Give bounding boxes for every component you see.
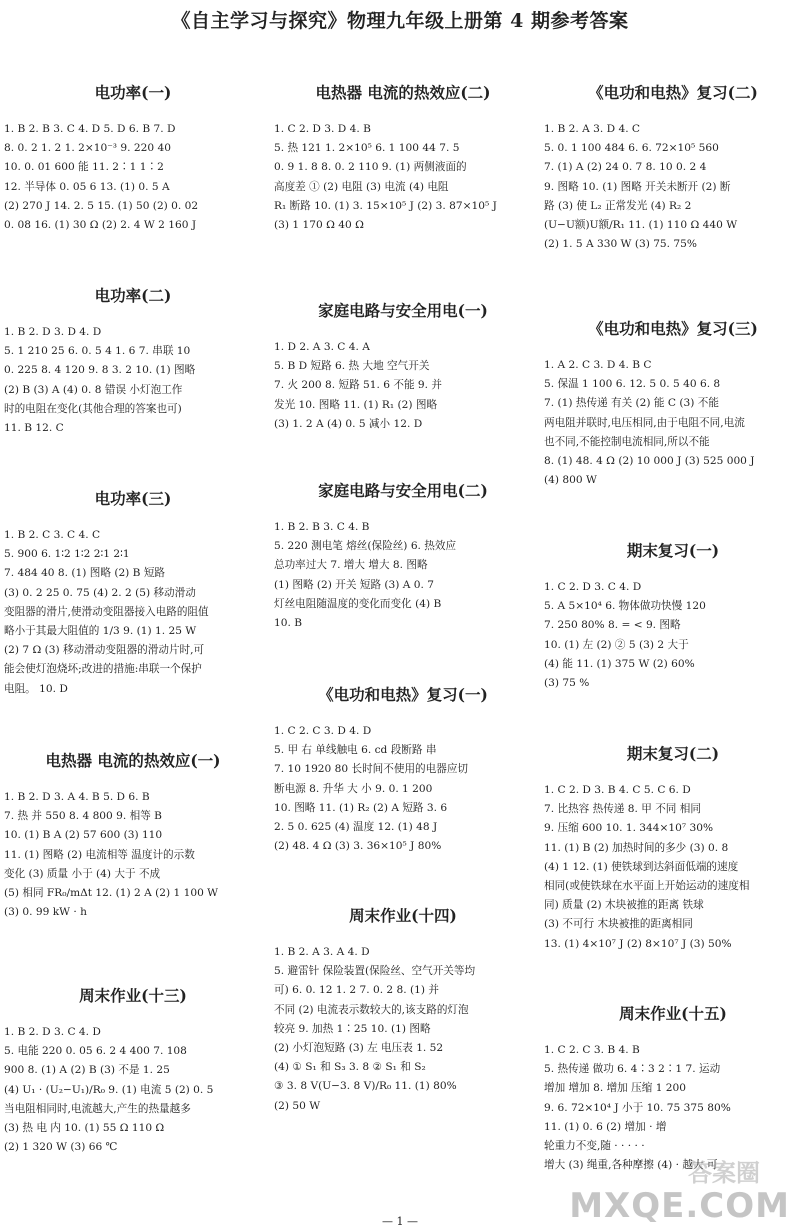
answer-line: 11. (1) 图略 (2) 电流相等 温度计的示数: [4, 848, 195, 861]
section-title: 周末作业(十五): [619, 1004, 727, 1023]
answer-line: (4) 能 11. (1) 375 W (2) 60%: [544, 657, 695, 670]
watermark-cn: 答案圈: [688, 1159, 760, 1187]
answer-line: 1. C 2. D 3. C 4. D: [544, 581, 642, 593]
answer-line: 0. 9 1. 8 8. 0. 2 110 9. (1) 两侧液面的: [274, 161, 467, 174]
answer-line: 变化 (3) 质量 小于 (4) 大于 不成: [4, 867, 161, 880]
answer-line: 略小于其最大阻值的 1/3 9. (1) 1. 25 W: [4, 624, 197, 637]
answer-line: 8. 0. 2 1. 2 1. 2×10⁻³ 9. 220 40: [4, 142, 171, 155]
answer-line: 断电源 8. 升华 大 小 9. 0. 1 200: [274, 782, 433, 795]
answer-line: 11. (1) 0. 6 (2) 增加 · 增: [544, 1120, 667, 1133]
answer-line: 1. B 2. D 3. A 4. B 5. D 6. B: [4, 791, 150, 803]
section-title: 周末作业(十三): [79, 986, 187, 1005]
answer-line: 7. (1) 热传递 有关 (2) 能 C (3) 不能: [544, 397, 719, 410]
answer-line: 7. (1) A (2) 24 0. 7 8. 10 0. 2 4: [544, 161, 707, 174]
answer-line: (3) 0. 99 kW · h: [4, 906, 87, 919]
watermark: MXQE.COM: [569, 1186, 790, 1226]
answer-line: 5. 避雷针 保险装置(保险丝、空气开关等均: [274, 965, 476, 978]
answer-line: 10. (1) B A (2) 57 600 (3) 110: [4, 829, 163, 842]
answer-line: 5. B D 短路 6. 热 大地 空气开关: [274, 360, 430, 373]
answer-section: [274, 905, 532, 1116]
answer-line: 时的电阻在变化(其他合理的答案也可): [4, 402, 182, 415]
answer-line: 1. D 2. A 3. C 4. A: [274, 341, 370, 353]
answer-line: 1. B 2. B 3. C 4. B: [274, 521, 370, 533]
answer-line: 5. 0. 1 100 484 6. 6. 72×10⁵ 560: [544, 142, 719, 155]
answer-line: 9. 图略 10. (1) 图略 开关未断开 (2) 断: [544, 180, 731, 193]
answer-line: 0. 08 16. (1) 30 Ω (2) 2. 4 W 2 160 J: [4, 218, 197, 231]
answer-line: 9. 压缩 600 10. 1. 344×10⁷ 30%: [544, 822, 714, 835]
answer-line: 5. 热 121 1. 2×10⁵ 6. 1 100 44 7. 5: [274, 142, 460, 155]
answer-section: [4, 82, 262, 235]
answer-line: (3) 热 电 内 10. (1) 55 Ω 110 Ω: [4, 1121, 165, 1134]
answer-line: (2) 48. 4 Ω (3) 3. 36×10⁵ J 80%: [274, 840, 442, 853]
answer-section: [544, 540, 800, 693]
section-title: 电热器 电流的热效应(一): [45, 751, 221, 770]
answer-line: (3) 0. 2 25 0. 75 (4) 2. 2 (5) 移动滑动: [4, 586, 196, 599]
answer-line: 增大 (3) 绳重,各种摩擦 (4) · 越大 可: [544, 1159, 718, 1172]
answer-line: (3) 75 %: [544, 676, 590, 689]
answer-line: (3) 1 170 Ω 40 Ω: [274, 218, 364, 231]
answer-line: (2) 7 Ω (3) 移动滑动变阻器的滑动片时,可: [4, 644, 205, 657]
answer-section: [274, 82, 532, 235]
answer-section: [274, 480, 532, 633]
answer-section: [4, 285, 262, 438]
answer-line: 相同(或使铁球在水平面上开始运动的速度相: [544, 879, 750, 892]
section-title: 期末复习(二): [626, 744, 720, 763]
answer-line: 灯丝电阻随温度的变化而变化 (4) B: [274, 597, 442, 610]
answer-section: [4, 985, 262, 1157]
answer-line: 10. (1) 左 (2) ② 5 (3) 2 大于: [544, 638, 689, 651]
answer-line: 1. C 2. D 3. B 4. C 5. C 6. D: [544, 784, 691, 796]
answer-line: 1. B 2. C 3. C 4. C: [4, 529, 101, 541]
answer-line: 12. 半导体 0. 05 6 13. (1) 0. 5 A: [4, 180, 170, 193]
answer-line: 7. 10 1920 80 长时间不使用的电器应切: [274, 763, 469, 776]
answer-line: 7. 比热容 热传递 8. 甲 不同 相同: [544, 803, 701, 816]
section-title: 周末作业(十四): [349, 906, 457, 925]
answer-line: 1. C 2. C 3. B 4. B: [544, 1044, 640, 1056]
answer-line: (5) 相同 FR₀/mΔt 12. (1) 2 A (2) 1 100 W: [4, 886, 219, 899]
answer-line: 10. 图略 11. (1) R₂ (2) A 短路 3. 6: [274, 801, 448, 814]
section-title: 电功率(三): [94, 489, 172, 508]
answer-line: ③ 3. 8 V(U−3. 8 V)/R₀ 11. (1) 80%: [274, 1080, 457, 1093]
answer-section: [274, 684, 532, 856]
answer-line: 发光 10. 图略 11. (1) R₁ (2) 图略: [274, 398, 438, 411]
answer-line: 同) 质量 (2) 木块被推的距离 铁球: [544, 899, 704, 912]
answer-line: 5. 甲 右 单线触电 6. cd 段断路 串: [274, 744, 437, 757]
answer-line: 10. B: [274, 616, 302, 629]
answer-line: 1. B 2. D 3. D 4. D: [4, 326, 102, 338]
answer-line: (2) 1 320 W (3) 66 ℃: [4, 1141, 118, 1154]
answer-section: [544, 82, 800, 254]
answer-line: 电阻。 10. D: [4, 682, 68, 695]
answer-line: 13. (1) 4×10⁷ J (2) 8×10⁷ J (3) 50%: [544, 937, 732, 950]
section-title: 电功率(一): [94, 83, 172, 102]
answer-line: 5. 1 210 25 6. 0. 5 4 1. 6 7. 串联 10: [4, 345, 191, 358]
answer-line: (3) 不可行 木块被推的距离相同: [544, 918, 693, 931]
answer-section: [4, 488, 262, 699]
section-title: 电热器 电流的热效应(二): [315, 83, 491, 102]
answer-line: 7. 热 并 550 8. 4 800 9. 相等 B: [4, 810, 162, 823]
answer-line: 5. 热传递 做功 6. 4∶3 2∶1 7. 运动: [544, 1063, 721, 1076]
answer-line: 1. B 2. D 3. C 4. D: [4, 1026, 101, 1038]
answer-line: (3) 1. 2 A (4) 0. 5 减小 12. D: [274, 417, 423, 430]
answer-line: (2) 小灯泡短路 (3) 左 电压表 1. 52: [274, 1041, 444, 1054]
answer-line: 5. A 5×10⁴ 6. 物体做功快慢 120: [544, 600, 706, 613]
page-number: — 1 —: [382, 1215, 418, 1228]
answer-line: (1) 图略 (2) 开关 短路 (3) A 0. 7: [274, 578, 435, 591]
answer-section: [274, 300, 532, 434]
answer-section: [544, 1003, 800, 1175]
answer-line: (2) B (3) A (4) 0. 8 错误 小灯泡工作: [4, 383, 183, 396]
answer-line: (4) 1 12. (1) 使铁球到达斜面低端的速度: [544, 860, 739, 873]
answer-line: 8. (1) 48. 4 Ω (2) 10 000 J (3) 525 000 J: [544, 454, 755, 467]
section-title: 家庭电路与安全用电(二): [318, 481, 488, 500]
answer-line: 轮重力不变,随 · · · · ·: [544, 1139, 645, 1152]
answer-line: (2) 1. 5 A 330 W (3) 75. 75%: [544, 238, 697, 251]
section-title: 期末复习(一): [626, 541, 720, 560]
section-title: 电功率(二): [94, 286, 172, 305]
answer-line: 1. B 2. B 3. C 4. D 5. D 6. B 7. D: [4, 123, 176, 135]
answer-section: [544, 318, 800, 490]
answer-line: 9. 6. 72×10⁴ J 小于 10. 75 375 80%: [544, 1101, 731, 1114]
answer-line: (2) 270 J 14. 2. 5 15. (1) 50 (2) 0. 02: [4, 199, 199, 212]
answer-line: 2. 5 0. 625 (4) 温度 12. (1) 48 J: [274, 820, 438, 833]
answer-line: (U−U额)U额/R₁ 11. (1) 110 Ω 440 W: [544, 218, 738, 231]
answer-line: 7. 250 80% 8. = < 9. 图略: [544, 619, 681, 632]
answer-line: (2) 50 W: [274, 1099, 321, 1112]
answer-line: 1. B 2. A 3. D 4. C: [544, 123, 641, 135]
section-title: 《电功和电热》复习(二): [588, 83, 758, 102]
section-title: 《电功和电热》复习(三): [588, 319, 758, 338]
answer-line: 较亮 9. 加热 1∶25 10. (1) 图略: [274, 1022, 431, 1035]
answer-line: 5. 220 测电笔 熔丝(保险丝) 6. 热效应: [274, 540, 457, 553]
answer-line: 11. B 12. C: [4, 421, 64, 434]
answer-line: 不同 (2) 电流表示数较大的,该支路的灯泡: [274, 1003, 469, 1016]
answer-section: [4, 750, 262, 922]
answer-line: R₁ 断路 10. (1) 3. 15×10⁵ J (2) 3. 87×10⁵ J: [274, 199, 497, 212]
answer-line: 总功率过大 7. 增大 增大 8. 图略: [274, 559, 428, 572]
section-title: 家庭电路与安全用电(一): [318, 301, 488, 320]
answer-line: 5. 保温 1 100 6. 12. 5 0. 5 40 6. 8: [544, 378, 721, 391]
answer-line: 7. 火 200 8. 短路 51. 6 不能 9. 并: [274, 379, 442, 392]
answer-line: 能会使灯泡烧坏;改进的措施:串联一个保护: [4, 663, 202, 676]
answer-line: 当电阻相同时,电流越大,产生的热量越多: [4, 1102, 191, 1115]
answer-section: [544, 743, 800, 954]
answer-line: 0. 225 8. 4 120 9. 8 3. 2 10. (1) 图略: [4, 364, 196, 377]
answer-line: (4) ① S₁ 和 S₃ 3. 8 ② S₁ 和 S₂: [274, 1061, 426, 1074]
answer-line: 1. C 2. C 3. D 4. D: [274, 725, 372, 737]
section-title: 《电功和电热》复习(一): [318, 685, 488, 704]
answer-line: 5. 电能 220 0. 05 6. 2 4 400 7. 108: [4, 1045, 187, 1058]
answer-line: 900 8. (1) A (2) B (3) 不是 1. 25: [4, 1064, 170, 1077]
answer-line: 也不同,不能控制电流相同,所以不能: [544, 435, 710, 448]
answer-line: 可) 6. 0. 12 1. 2 7. 0. 2 8. (1) 并: [274, 984, 439, 997]
answer-line: 高度差 ① (2) 电阻 (3) 电流 (4) 电阻: [274, 180, 449, 193]
answer-line: (4) U₁ · (U₂−U₁)/R₀ 9. (1) 电流 5 (2) 0. 5: [4, 1083, 214, 1096]
answer-line: 路 (3) 使 L₂ 正常发光 (4) R₂ 2: [544, 199, 692, 212]
answer-line: 11. (1) B (2) 加热时间的多少 (3) 0. 8: [544, 841, 729, 854]
page-title: 《自主学习与探究》物理九年级上册第 4 期参考答案: [171, 10, 629, 32]
answer-line: 5. 900 6. 1∶2 1∶2 2∶1 2∶1: [4, 548, 130, 561]
answer-line: 7. 484 40 8. (1) 图略 (2) B 短路: [4, 567, 166, 580]
answer-line: 10. 0. 01 600 能 11. 2∶1 1∶2: [4, 161, 164, 174]
answer-line: 两电阻并联时,电压相同,由于电阻不同,电流: [544, 416, 745, 429]
answer-line: 1. A 2. C 3. D 4. B C: [544, 359, 652, 371]
answer-line: 变阻器的滑片,使滑动变阻器接入电路的阻值: [4, 605, 209, 618]
answer-line: 1. C 2. D 3. D 4. B: [274, 123, 371, 135]
answer-line: 1. B 2. A 3. A 4. D: [274, 946, 370, 958]
answer-line: 增加 增加 8. 增加 压缩 1 200: [544, 1082, 687, 1095]
answer-line: (4) 800 W: [544, 474, 597, 487]
